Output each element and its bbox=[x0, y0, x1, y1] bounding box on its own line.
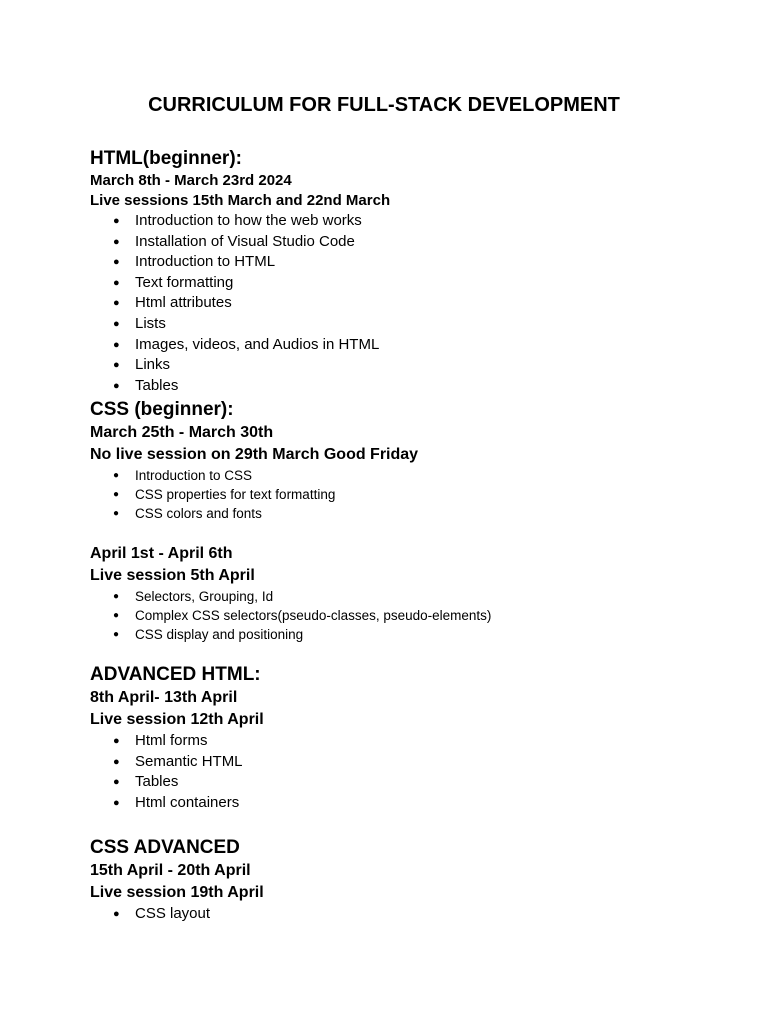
section-css-advanced bbox=[90, 836, 728, 925]
list-item: ● Selectors, Grouping, Id bbox=[90, 587, 728, 606]
section-html-beginner bbox=[90, 147, 728, 396]
topic-list bbox=[90, 466, 728, 523]
section-note: Live session 12th April bbox=[90, 711, 264, 728]
section-heading: CSS ADVANCED bbox=[90, 837, 240, 858]
topic-list bbox=[90, 731, 728, 813]
list-item: ● Lists bbox=[90, 314, 728, 335]
section-heading: HTML(beginner): bbox=[90, 148, 242, 169]
section-note: No live session on 29th March Good Friday bbox=[90, 446, 419, 463]
section-css-week-2 bbox=[90, 543, 728, 644]
section-dates: 15th April - 20th April bbox=[90, 862, 251, 879]
list-item: ● Images, videos, and Audios in HTML bbox=[90, 335, 728, 356]
list-item: ● CSS layout bbox=[90, 904, 728, 925]
list-item: ● Introduction to how the web works bbox=[90, 211, 728, 232]
list-item: ● CSS colors and fonts bbox=[90, 504, 728, 523]
topic-list bbox=[90, 211, 728, 396]
list-item: ● Tables bbox=[90, 376, 728, 397]
section-heading: CSS (beginner): bbox=[90, 399, 234, 420]
list-item: ● CSS properties for text formatting bbox=[90, 485, 728, 504]
list-item: ● Html containers bbox=[90, 793, 728, 814]
document-title: CURRICULUM FOR FULL-STACK DEVELOPMENT bbox=[148, 94, 620, 116]
list-item: ● CSS display and positioning bbox=[90, 625, 728, 644]
section-dates: March 8th - March 23rd 2024 bbox=[90, 172, 292, 189]
section-dates: March 25th - March 30th bbox=[90, 424, 274, 441]
topic-list bbox=[90, 587, 728, 644]
list-item: ● Html forms bbox=[90, 731, 728, 752]
list-item: ● Html attributes bbox=[90, 293, 728, 314]
section-heading: ADVANCED HTML: bbox=[90, 664, 261, 685]
list-item: ● Introduction to CSS bbox=[90, 466, 728, 485]
list-item: ● Semantic HTML bbox=[90, 752, 728, 773]
section-css-beginner bbox=[90, 398, 728, 523]
list-item: ● Complex CSS selectors(pseudo-classes, pseudo-elements) bbox=[90, 606, 728, 625]
section-note: Live sessions 15th March and 22nd March bbox=[90, 192, 391, 209]
list-item: ● Introduction to HTML bbox=[90, 252, 728, 273]
section-note: Live session 5th April bbox=[90, 567, 255, 584]
list-item: ● Links bbox=[90, 355, 728, 376]
section-note: Live session 19th April bbox=[90, 884, 264, 901]
topic-list bbox=[90, 904, 728, 925]
list-item: ● Tables bbox=[90, 772, 728, 793]
list-item: ● Installation of Visual Studio Code bbox=[90, 232, 728, 253]
section-advanced-html bbox=[90, 663, 728, 813]
section-dates: April 1st - April 6th bbox=[90, 545, 233, 562]
section-dates: 8th April- 13th April bbox=[90, 689, 238, 706]
list-item: ● Text formatting bbox=[90, 273, 728, 294]
